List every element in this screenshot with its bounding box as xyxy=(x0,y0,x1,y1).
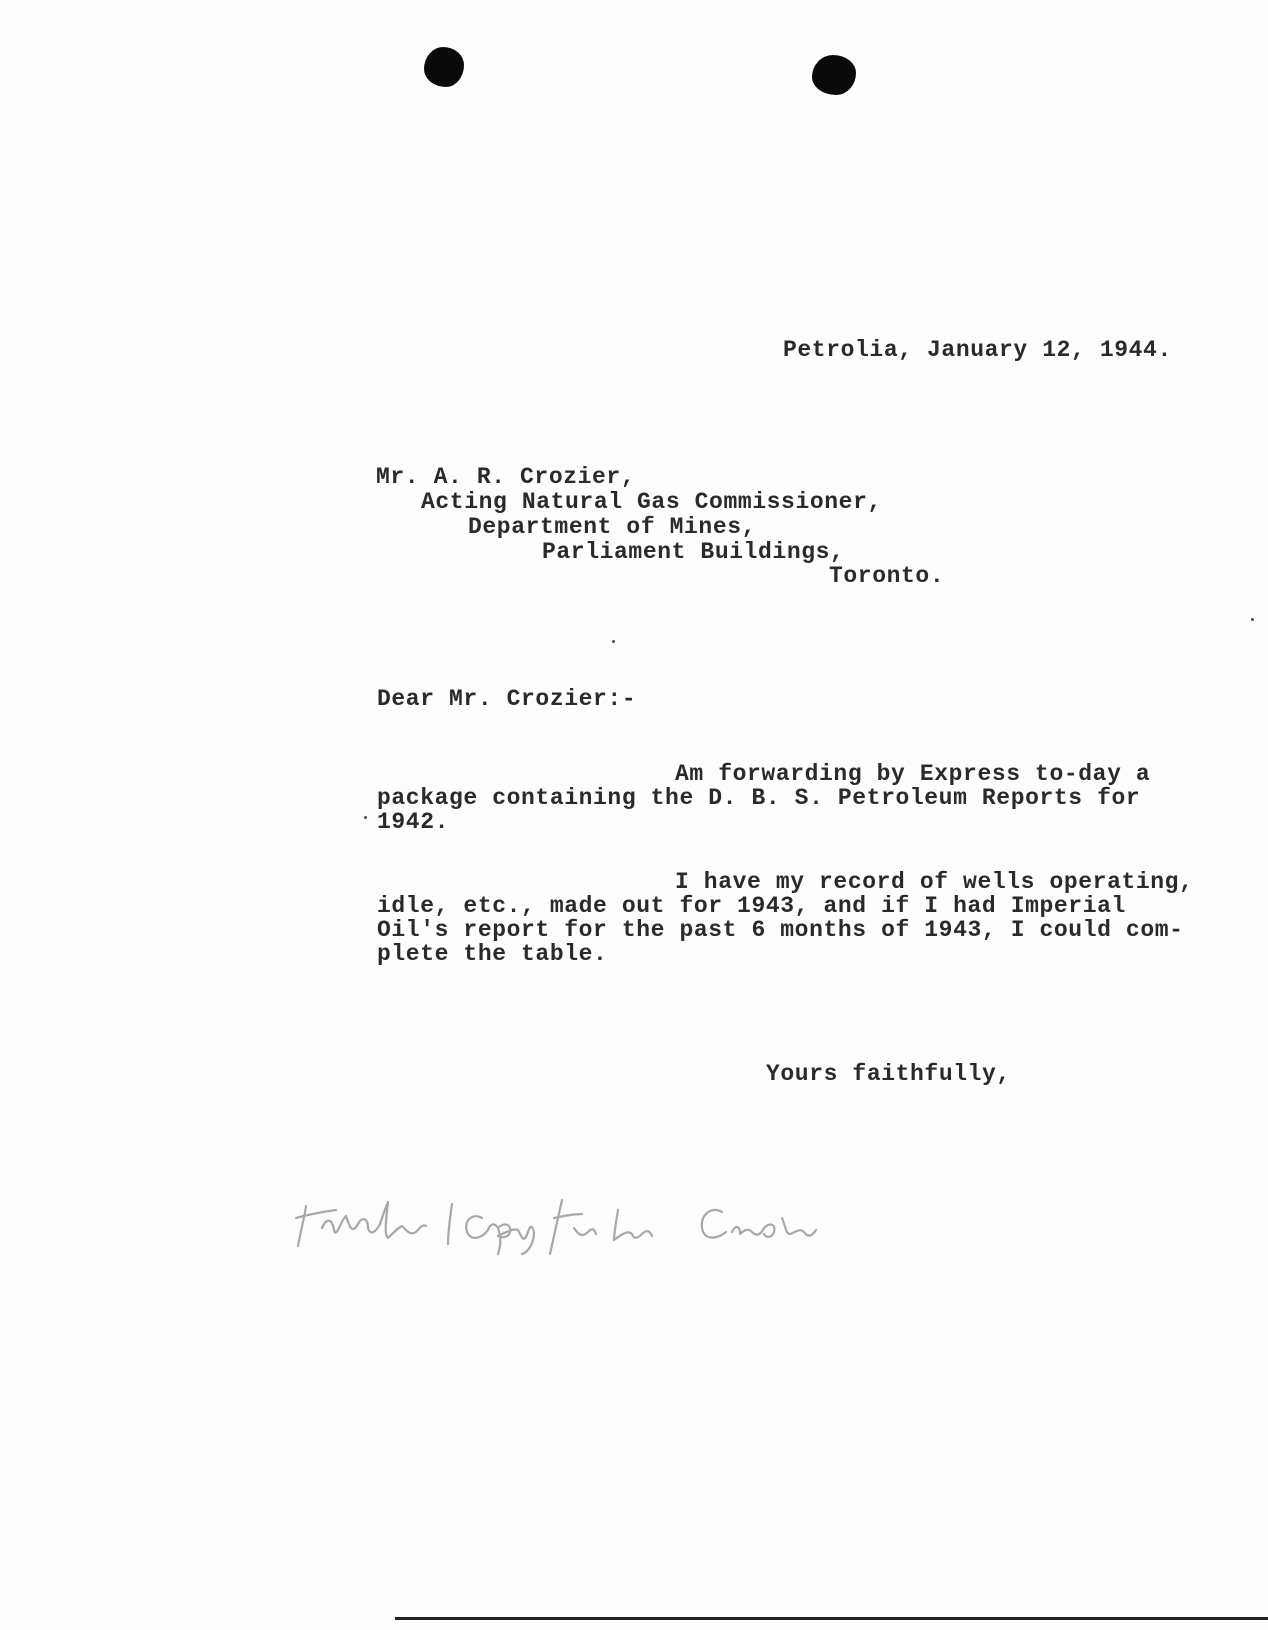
punch-hole-left xyxy=(424,47,464,87)
punch-hole-right xyxy=(812,55,856,95)
address-line-title: Acting Natural Gas Commissioner, xyxy=(421,489,882,515)
scan-speck xyxy=(612,640,615,643)
handwritten-note xyxy=(292,1188,852,1258)
address-line-city: Toronto. xyxy=(829,563,945,589)
closing: Yours faithfully, xyxy=(766,1061,1011,1087)
body-paragraph-1-line-3: 1942. xyxy=(377,809,450,835)
body-paragraph-1-line-1: Am forwarding by Express to-day a xyxy=(675,761,1151,787)
salutation: Dear Mr. Crozier:- xyxy=(377,686,637,712)
body-paragraph-2-line-3: Oil's report for the past 6 months of 1943, I could com- xyxy=(377,917,1184,943)
scan-speck xyxy=(1251,618,1254,621)
dateline: Petrolia, January 12, 1944. xyxy=(783,337,1172,363)
address-line-name: Mr. A. R. Crozier, xyxy=(376,464,636,490)
body-paragraph-2-line-2: idle, etc., made out for 1943, and if I had Imperial xyxy=(377,893,1126,919)
address-line-department: Department of Mines, xyxy=(468,514,757,540)
body-paragraph-1-line-2: package containing the D. B. S. Petroleum Reports for xyxy=(377,785,1141,811)
address-line-building: Parliament Buildings, xyxy=(542,539,845,565)
scan-edge-line xyxy=(395,1617,1268,1620)
body-paragraph-2-line-4: plete the table. xyxy=(377,941,608,967)
scan-speck xyxy=(364,816,367,819)
body-paragraph-2-line-1: I have my record of wells operating, xyxy=(675,869,1194,895)
